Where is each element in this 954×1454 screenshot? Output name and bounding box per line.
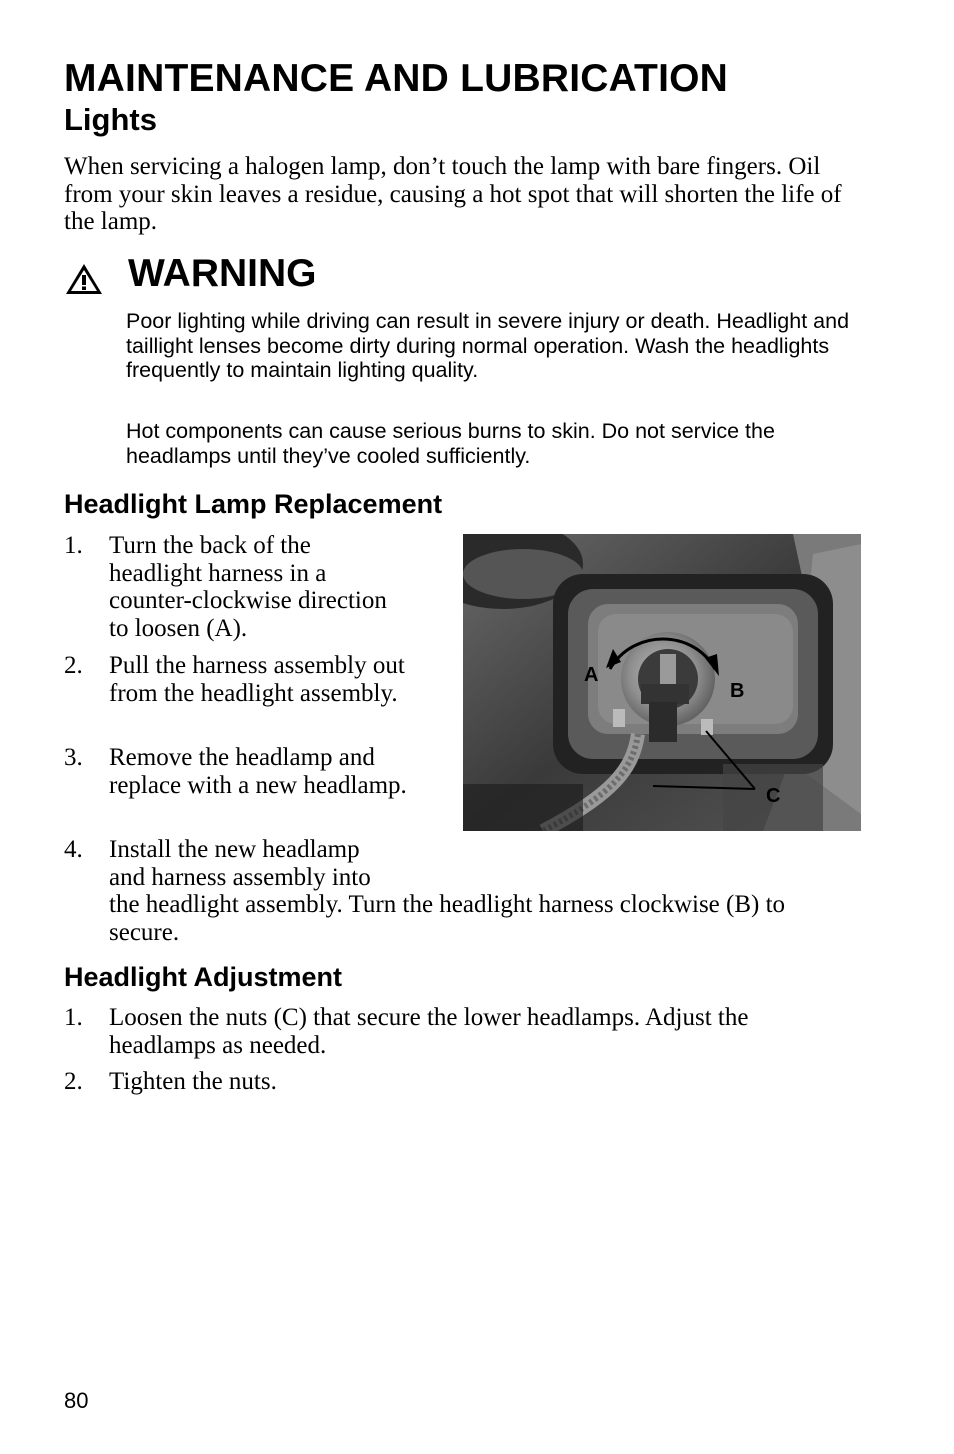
step-text: Remove the headlamp and replace with a new headlamp.	[109, 744, 407, 799]
step-text-line: and harness assembly into	[109, 863, 371, 891]
label-c: C	[766, 785, 781, 807]
label-b: B	[730, 680, 745, 702]
subsection-title: Lights	[64, 102, 157, 137]
section-title: MAINTENANCE AND LUBRICATION	[64, 57, 729, 100]
step-text-rest: the headlight assembly. Turn the headlight harness clockwise (B) to secure.	[109, 891, 786, 946]
warning-heading: WARNING	[128, 252, 317, 295]
intro-paragraph: When servicing a halogen lamp, don’t touch the lamp with bare fingers. Oil from your skin leaves a residue, causing a hot spot that will shorten the life of the lamp.	[64, 153, 842, 235]
replacement-heading: Headlight Lamp Replacement	[64, 489, 443, 519]
step-text: Tighten the nuts.	[109, 1068, 277, 1095]
warning-paragraph: Hot components can cause serious burns to skin. Do not service the headlamps until they’ve cooled sufficiently.	[126, 419, 775, 468]
step-number: 2.	[64, 652, 83, 679]
warning-paragraph: Poor lighting while driving can result in severe injury or death. Headlight and taillight lenses become dirty during normal operation. Wash the headlights frequently to maintain lighting quality.	[126, 309, 850, 383]
page-number: 80	[64, 1388, 89, 1413]
step-text: Turn the back of the headlight harness in a counter-clockwise direction to loosen (A).	[109, 532, 387, 642]
step-text-line: Install the new headlamp	[109, 836, 360, 863]
headlight-photo	[463, 534, 861, 831]
step-number: 1.	[64, 532, 83, 559]
label-a: A	[584, 664, 599, 686]
step-number: 2.	[64, 1068, 83, 1095]
step-text: Loosen the nuts (C) that secure the lower headlamps. Adjust the headlamps as needed.	[109, 1004, 749, 1059]
step-number: 4.	[64, 836, 83, 863]
adjustment-heading: Headlight Adjustment	[64, 962, 343, 992]
step-number: 1.	[64, 1004, 83, 1031]
step-text	[109, 836, 854, 946]
step-number: 3.	[64, 744, 83, 771]
warning-triangle-icon	[64, 262, 104, 296]
step-text: Pull the harness assembly out from the headlight assembly.	[109, 652, 405, 707]
